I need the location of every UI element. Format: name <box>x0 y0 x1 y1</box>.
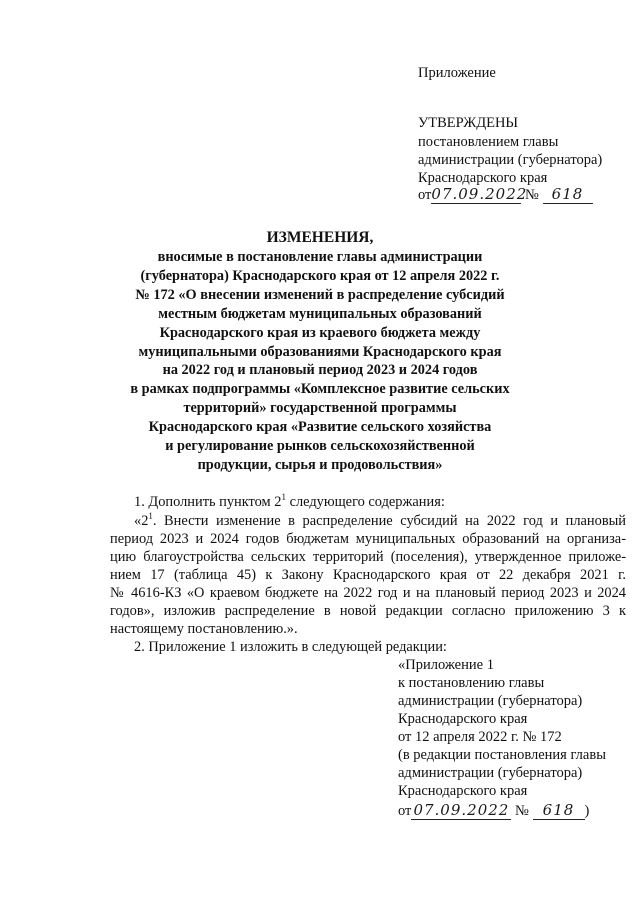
subtitle-line: (губернатора) Краснодарского края от 12 апреля 2022 г. <box>140 267 500 284</box>
document-title: ИЗМЕНЕНИЯ, <box>266 229 374 246</box>
subtitle-line: Краснодарского края «Развитие сельского хозяйства <box>148 419 492 436</box>
approved-line-1: постановлением главы <box>418 134 559 150</box>
appendix-line: от 12 апреля 2022 г. № 172 <box>398 729 562 745</box>
date-prefix: от <box>418 187 432 203</box>
subtitle-line: местным бюджетам муниципальных образований <box>158 305 482 322</box>
subtitle-line: вносимые в постановление главы администрации <box>157 249 483 265</box>
handwritten-date: 07.09.2022 <box>411 801 511 820</box>
quote-line-4: нием 17 (таблица 45) к Закону Краснодарского края от 22 декабря 2021 г. <box>110 567 626 583</box>
approved-line-3: Краснодарского края <box>418 170 548 186</box>
handwritten-number: 618 <box>543 185 593 204</box>
subtitle-line: на 2022 год и плановый период 2023 и 2024 годов <box>162 362 478 379</box>
number-prefix: № <box>515 803 529 819</box>
subtitle-line: в рамках подпрограммы «Комплексное развитие сельских <box>130 381 510 398</box>
subtitle-line: Краснодарского края из краевого бюджета между <box>159 324 481 341</box>
subtitle-line: территорий» государственной программы <box>183 400 457 417</box>
subtitle-line: продукции, сырья и продовольствия» <box>197 456 443 473</box>
appendix-line: администрации (губернатора) <box>398 765 583 781</box>
quote-line-1: «$2^1$. Внести изменение в распределение субсидий на 2022 год и плановый <box>134 511 626 529</box>
quote-line-6: годов», изложив распределение в новой редакции согласно приложению 3 к <box>110 603 626 619</box>
closing-paren: ) <box>584 803 590 819</box>
item-2: 2. Приложение 1 изложить в следующей редакции: <box>134 639 447 655</box>
appendix-line: Краснодарского края <box>398 783 528 799</box>
appendix-block <box>398 656 606 820</box>
appendix-line: к постановлению главы <box>398 675 545 691</box>
appendix-label: Приложение <box>418 65 496 81</box>
appendix-line: «Приложение 1 <box>398 657 494 673</box>
quote-line-2: период 2023 и 2024 годов бюджетам муниципальных образований на организа- <box>110 531 626 547</box>
subtitle-line: и регулирование рынков сельскохозяйственной <box>165 438 475 455</box>
handwritten-number: 618 <box>533 801 585 820</box>
quote-line-7: настоящему постановлению.». <box>110 621 298 637</box>
header-date-row <box>418 185 593 204</box>
quote-line-5: № 4616-КЗ «О краевом бюджете на 2022 год и на плановый период 2023 и 2024 <box>110 585 626 601</box>
appendix-line: (в редакции постановления главы <box>398 747 606 763</box>
appendix-line: Краснодарского края <box>398 711 528 727</box>
subtitle-line: муниципальными образованиями Краснодарского края <box>138 343 502 360</box>
quote-line-3: цию благоустройства сельских территорий (поселения), утвержденное приложе- <box>110 549 626 565</box>
subtitle-line: № 172 «О внесении изменений в распределение субсидий <box>135 286 505 303</box>
appendix-date-row <box>398 801 606 820</box>
appendix-line: администрации (губернатора) <box>398 693 583 709</box>
item-1: 1. Дополнить пунктом $2^1$ следующего содержания: <box>134 492 445 510</box>
approved-label: УТВЕРЖДЕНЫ <box>418 115 519 131</box>
handwritten-date: 07.09.2022 <box>431 185 528 203</box>
number-prefix: № <box>525 187 539 203</box>
date-prefix: от <box>398 803 412 819</box>
document-subtitle <box>130 248 510 475</box>
approved-line-2: администрации (губернатора) <box>418 152 603 168</box>
